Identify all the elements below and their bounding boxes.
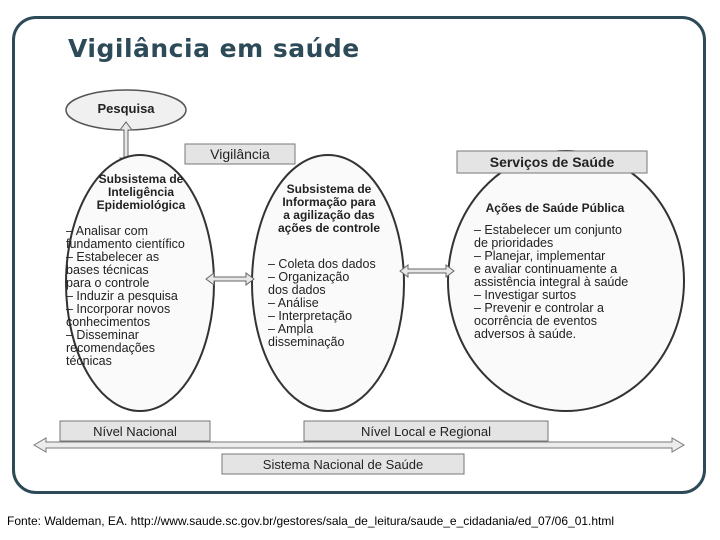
middle-right-arrow <box>400 265 454 277</box>
source-citation: Fonte: Waldeman, EA. http://www.saude.sc.gov.br/gestores/sala_de_leitura/saude_e_cidadania/ed_07/06_01.html <box>7 514 615 528</box>
sistema-nacional-label: Sistema Nacional de Saúde <box>262 457 424 472</box>
left-heading: Subsistema de Inteligência Epidemiológica <box>96 172 186 212</box>
right-heading: Ações de Saúde Pública <box>485 201 625 215</box>
pesquisa-label: Pesquisa <box>97 101 155 116</box>
vigilancia-label: Vigilância <box>210 146 270 162</box>
nivel-local-label: Nível Local e Regional <box>360 424 492 439</box>
left-items: – Analisar com fundamento científico – Estabelecer as bases técnicas para o controle – Induzir a pesquisa – Incorporar novos conhecimentos – Disseminar recomendações técnicas <box>66 224 185 368</box>
slide-title: Vigilância em saúde <box>68 34 360 63</box>
nivel-nacional-label: Nível Nacional <box>93 424 177 439</box>
servicos-label: Serviços de Saúde <box>489 154 615 170</box>
right-items: – Estabelecer um conjunto de prioridades – Planejar, implementar e avaliar continuamente a assistência integral à saúde – Investigar surtos – Prevenir e controlar a ocorrência de eventos adversos à saúde. <box>474 223 629 341</box>
middle-heading: Subsistema de Informação para a agilização das ações de controle <box>277 182 381 235</box>
middle-items: – Coleta dos dados – Organização dos dados – Análise – Interpretação – Ampla disseminação <box>268 257 376 349</box>
